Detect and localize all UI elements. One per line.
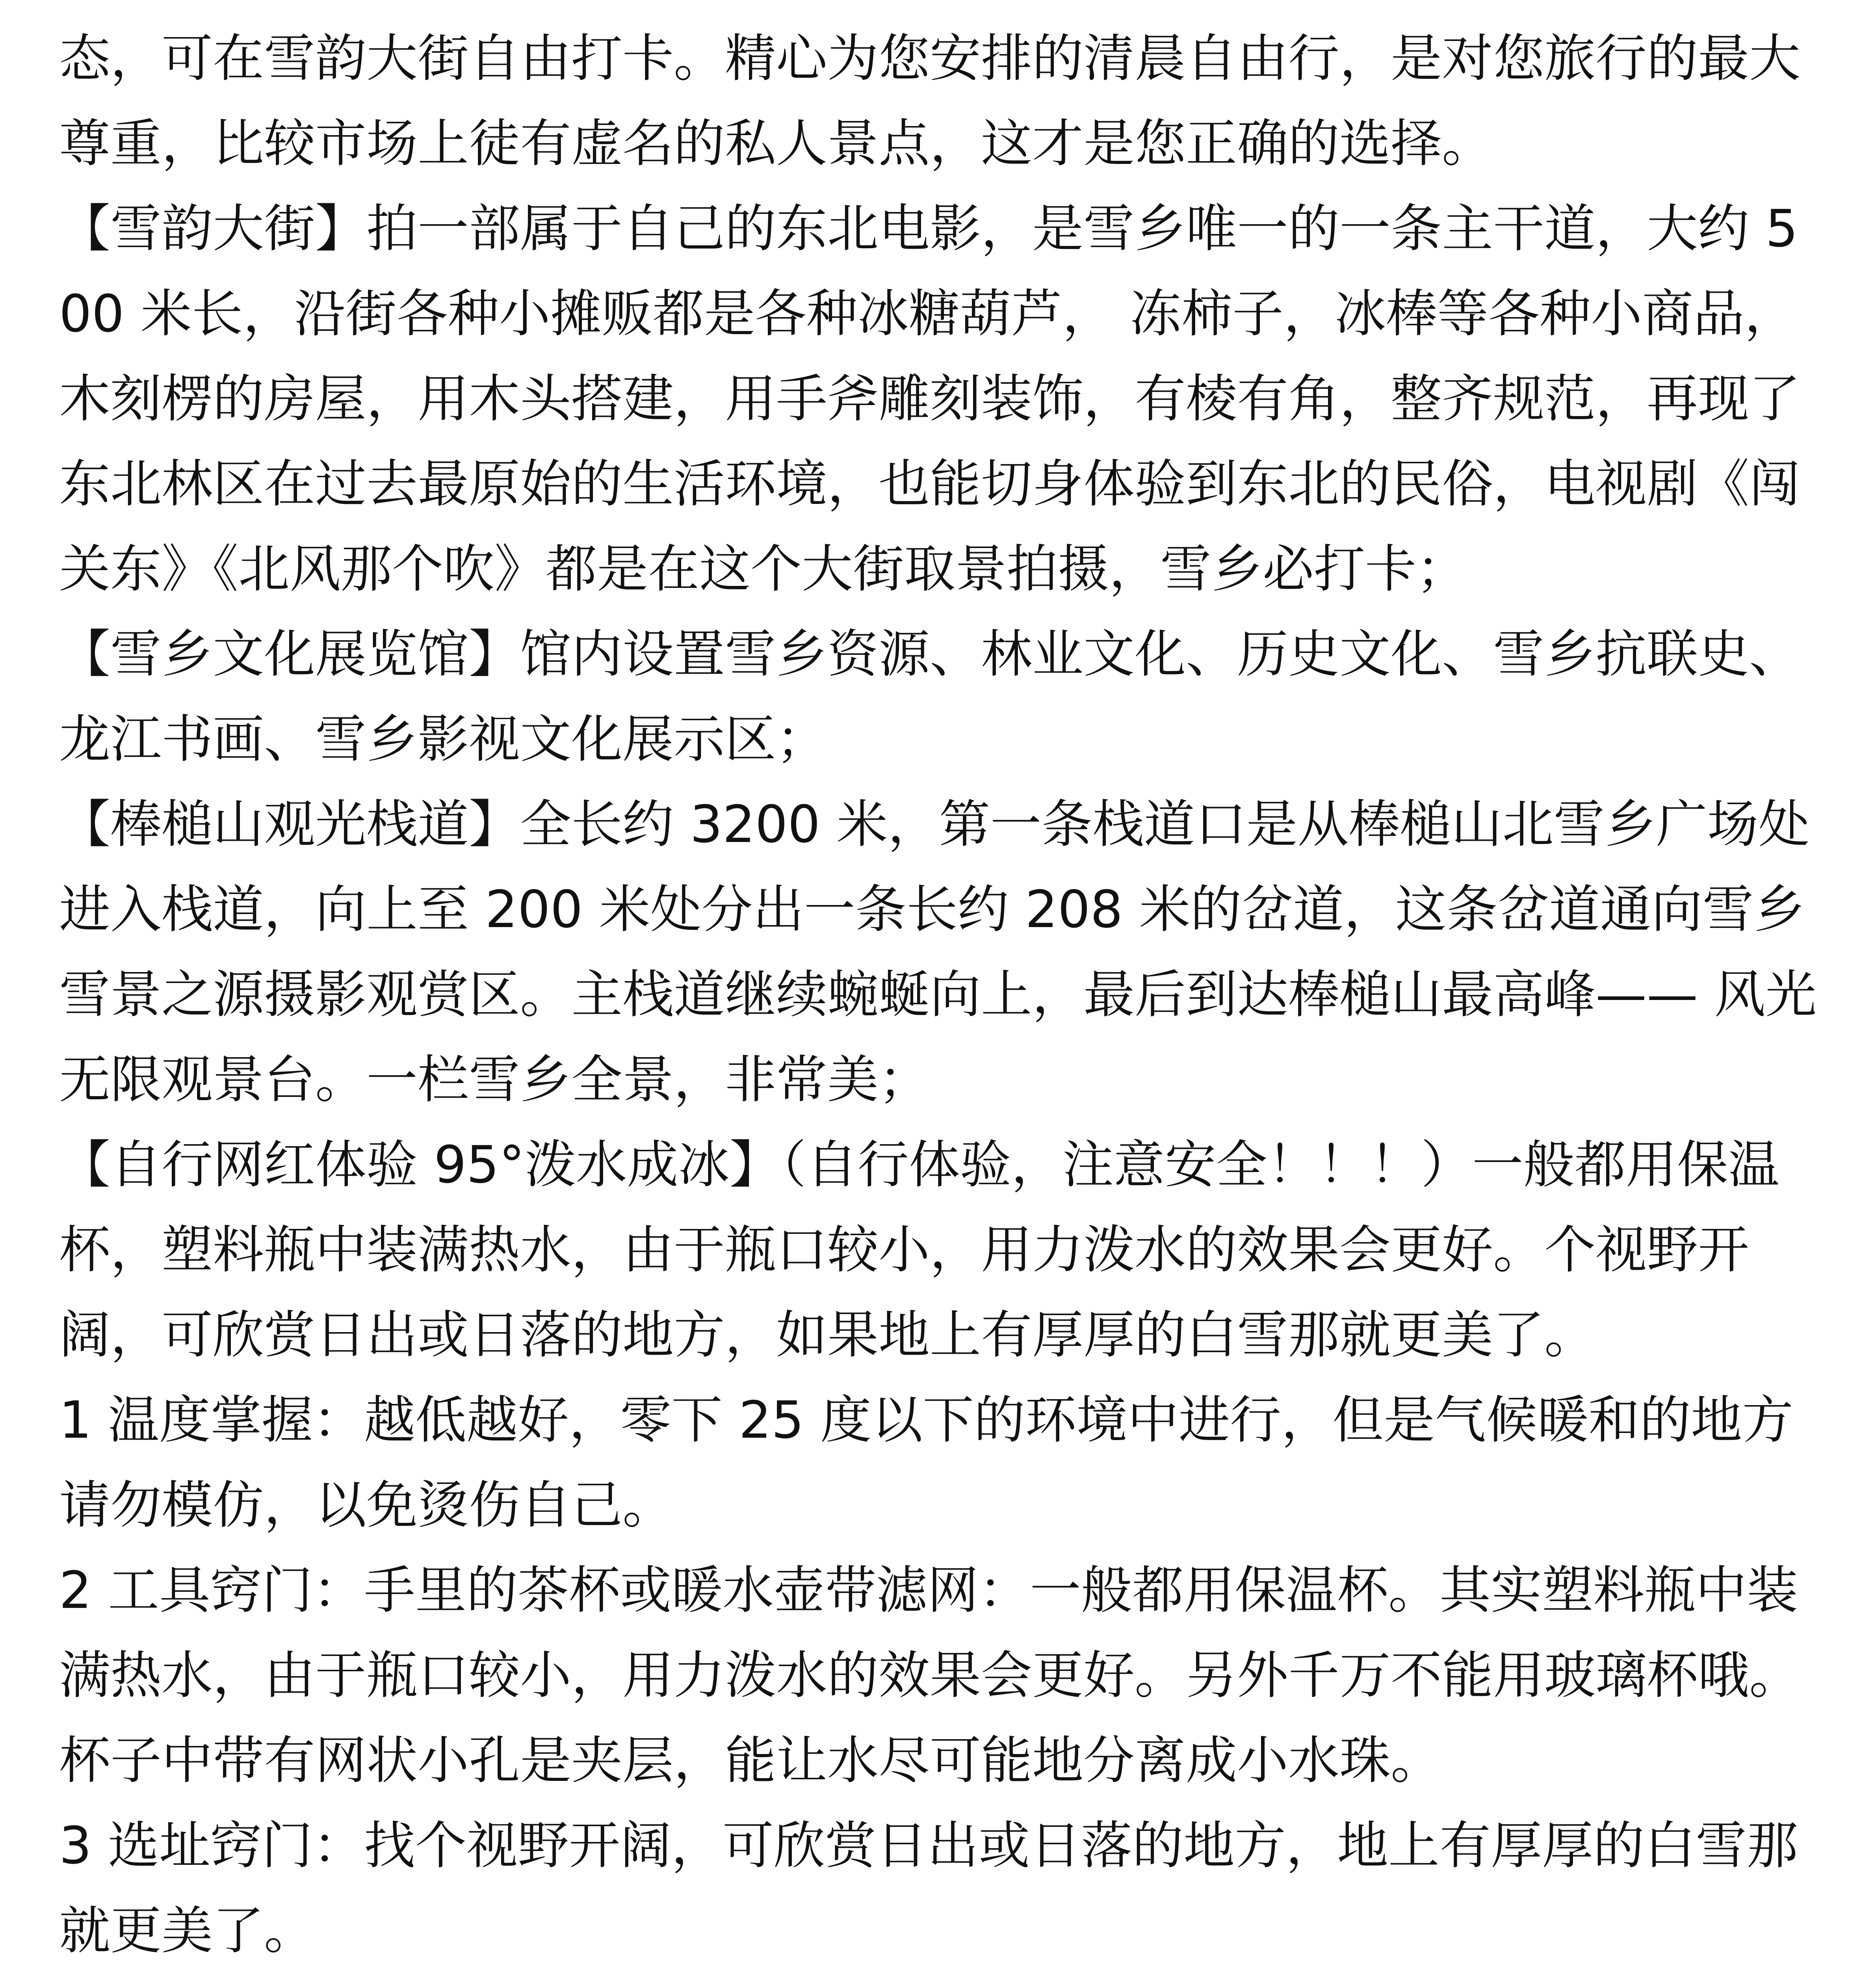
paragraph-tip-temperature: 1 温度掌握：越低越好，零下 25 度以下的环境中进行，但是气候暖和的地方请勿模仿，以免烫伤自己。 <box>59 1390 1794 1535</box>
paragraph-culture-exhibition-hall: 【雪乡文化展览馆】馆内设置雪乡资源、林业文化、历史文化、雪乡抗联史、龙江书画、雪乡影视文化展示区； <box>59 624 1801 769</box>
paragraph-snow-charm-street: 【雪韵大街】拍一部属于自己的东北电影，是雪乡唯一的一条主干道，大约 500 米长，沿街各种小摊贩都是各种冰糖葫芦， 冻柿子，冰棒等各种小商品，木刻楞的房屋，用木头搭建，用手斧雕刻装饰，有棱有角，整齐规范，再现了东北林区在过去最原始的生活环境，也能切身体验到东北的民俗，电视剧《闯关东》《北风那个吹》都是在这个大街取景拍摄，雪乡必打卡； <box>59 199 1801 599</box>
paragraph-water-to-ice-experience: 【自行网红体验 95°泼水成冰】（自行体验，注意安全！！！）一般都用保温杯，塑料瓶中装满热水，由于瓶口较小，用力泼水的效果会更好。个视野开阔，可欣赏日出或日落的地方，如果地上有厚厚的白雪那就更美了。 <box>59 1135 1779 1365</box>
paragraph-tip-tools: 2 工具窍门：手里的茶杯或暖水壶带滤网：一般都用保温杯。其实塑料瓶中装满热水，由于瓶口较小，用力泼水的效果会更好。另外千万不能用玻璃杯哦。杯子中带有网状小孔是夹层，能让水尽可能地分离成小水珠。 <box>59 1560 1801 1790</box>
paragraph-bangchui-mountain-boardwalk: 【棒槌山观光栈道】全长约 3200 米，第一条栈道口是从棒槌山北雪乡广场处进入栈道，向上至 200 米处分出一条长约 208 米的岔道，这条岔道通向雪乡雪景之源摄影观赏区。主栈道继续蜿蜒向上，最后到达棒槌山最高峰—— 风光无限观景台。一栏雪乡全景，非常美； <box>59 794 1817 1110</box>
paragraph-intro-continued: 态，可在雪韵大街自由打卡。精心为您安排的清晨自由行，是对您旅行的最大尊重，比较市场上徒有虚名的私人景点，这才是您正确的选择。 <box>59 28 1801 173</box>
paragraph-tip-location: 3 选址窍门：找个视野开阔，可欣赏日出或日落的地方，地上有厚厚的白雪那就更美了。 <box>59 1816 1798 1961</box>
